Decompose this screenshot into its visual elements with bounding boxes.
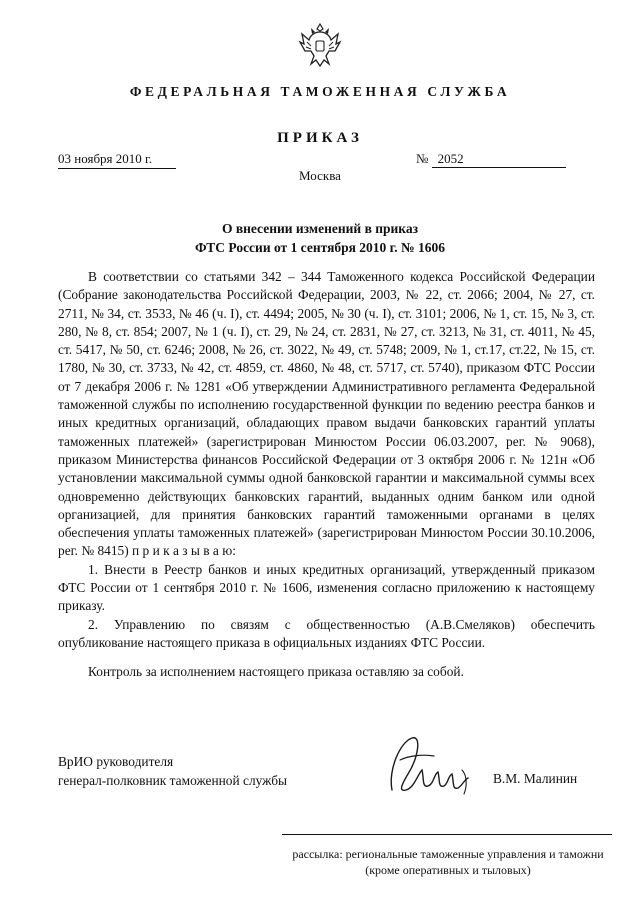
order-item-2: 2. Управлению по связям с общественностью (А.В.Смеляков) обеспечить опубликование настоящего приказа в официальных изданиях ФТС России. <box>58 616 595 650</box>
distribution-list <box>282 846 614 878</box>
title-line-2: ФТС России от 1 сентября 2010 г. № 1606 <box>195 240 445 255</box>
document-title <box>0 219 640 257</box>
document-body <box>58 268 595 682</box>
position-line-2: генерал-полковник таможенной службы <box>58 773 288 788</box>
order-word: п р и к а з ы в а ю: <box>132 543 236 559</box>
distribution-line-2: (кроме оперативных и тыловых) <box>365 863 531 877</box>
number-label: № <box>416 151 429 166</box>
preamble-paragraph <box>58 268 595 561</box>
signatory-name: В.М. Малинин <box>493 771 578 786</box>
number-value: 2052 <box>432 151 566 168</box>
order-item-1: 1. Внести в Реестр банков и иных кредитных организаций, утвержденный приказом ФТС России от 1 сентября 2010 г. № 1606, изменения согласно приложению к настоящему приказу. <box>58 561 595 614</box>
coat-of-arms-icon <box>297 20 343 70</box>
organization-name: ФЕДЕРАЛЬНАЯ ТАМОЖЕННАЯ СЛУЖБА <box>129 84 511 99</box>
document-date: 03 ноября 2010 г. <box>58 151 176 169</box>
document-city: Москва <box>299 168 341 183</box>
distribution-divider <box>282 834 612 835</box>
preamble-text: В соответствии со статьями 342 – 344 Таможенного кодекса Российской Федерации (Собрание законодательства Российской Федерации, 2003, № 22, ст. 2066; 2004, № 27, ст. 2711, № 34, ст. 3533, № 46 (ч. I), ст. 4494; 2005, № 30 (ч. I), ст. 3101; 2006, № 1, ст. 15, № 3, ст. 280, № 8, ст. 854; 2007, № 1 (ч. I), ст. 29, № 24, ст. 2831, № 27, ст. 3213, № 31, ст. 4011, № 45, ст. 5417, № 50, ст. 6246; 2008, № 26, ст. 3022, № 49, ст. 5748; 2009, № 1, ст.17, ст.22, № 15, ст. 1780, № 30, ст. 3733, № 42, ст. 4859, ст. 4860, № 48, ст. 5717, ст. 5740), приказом ФТС России от 7 декабря 2006 г. № 1281 «Об утверждении Административного регламента Федеральной таможенной службы по исполнению государственной функции по ведению реестра банков и иных кредитных организаций, обладающих правом выдачи банковских гарантий уплаты таможенных платежей» (зарегистрирован Минюстом России 06.03.2007, рег. № 9068), приказом Министерства финансов Российской Федерации от 3 октября 2006 г. № 121н «Об установлении максимальной суммы одной банковской гарантии и максимальной суммы всех одновременно действующих банковских гарантий, выданных одним банком или одной организацией, для принятия банковских гарантий таможенными органами в целях обеспечения уплаты таможенных платежей» (зарегистрирован Минюстом России 30.10.2006, рег. № 8415) <box>58 269 595 559</box>
distribution-line-1: рассылка: региональные таможенные управления и таможни <box>292 847 604 861</box>
document-type: ПРИКАЗ <box>277 130 363 146</box>
title-line-1: О внесении изменений в приказ <box>221 221 419 236</box>
handwritten-signature <box>378 730 478 802</box>
control-paragraph: Контроль за исполнением настоящего приказа оставляю за собой. <box>88 664 464 680</box>
document-number <box>416 151 566 168</box>
position-line-1: ВрИО руководителя <box>58 754 174 769</box>
signatory-position <box>58 752 287 790</box>
